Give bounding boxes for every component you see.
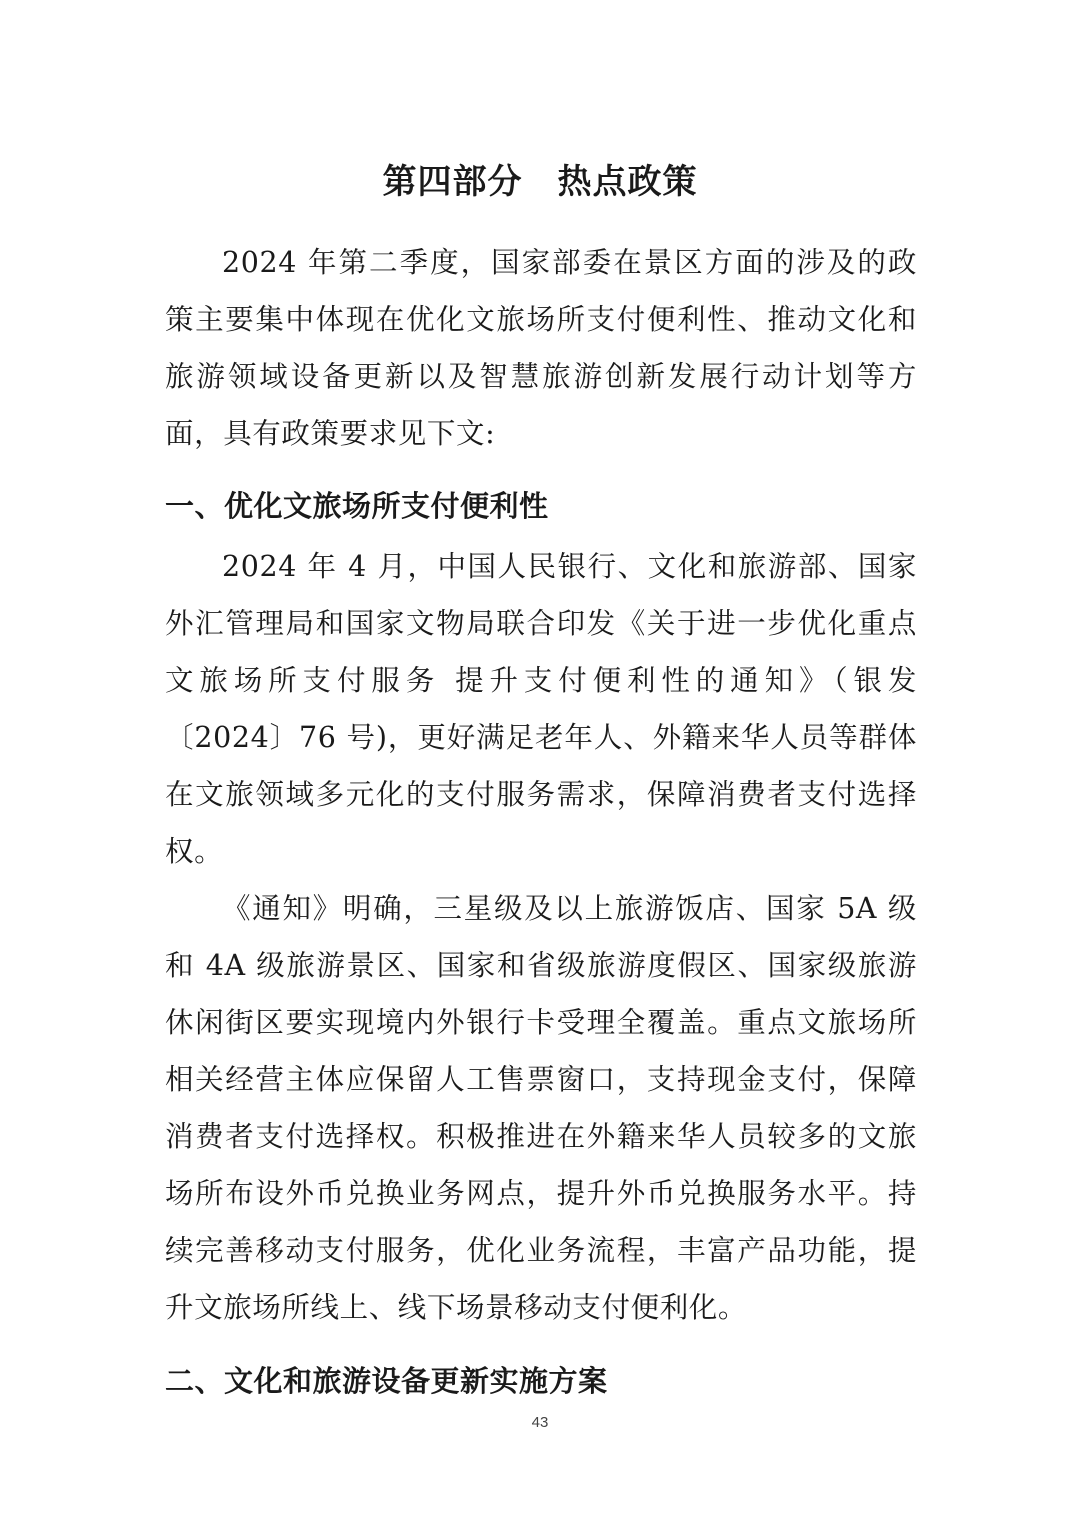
body-paragraph: 《通知》明确，三星级及以上旅游饭店、国家 5A 级和 4A 级旅游景区、国家和省级旅游度假区、国家级旅游休闲街区要实现境内外银行卡受理全覆盖。重点文旅场所相关经营主体应保留人工售票窗口，支持现金支付，保障消费者支付选择权。积极推进在外籍来华人员较多的文旅场所布设外币兑换业务网点，提升外币兑换服务水平。持续完善移动支付服务，优化业务流程，丰富产品功能，提升文旅场所线上、线下场景移动支付便利化。 bbox=[165, 892, 917, 1324]
page-title: 第四部分 热点政策 bbox=[382, 161, 698, 202]
section-heading: 二、文化和旅游设备更新实施方案 bbox=[165, 1364, 608, 1398]
intro-paragraph: 2024 年第二季度，国家部委在景区方面的涉及的政策主要集中体现在优化文旅场所支付便利性、推动文化和旅游领域设备更新以及智慧旅游创新发展行动计划等方面，具有政策要求见下文: bbox=[165, 246, 917, 450]
section-heading: 一、优化文旅场所支付便利性 bbox=[165, 489, 549, 523]
body-paragraph: 2024 年 4 月，中国人民银行、文化和旅游部、国家外汇管理局和国家文物局联合印发《关于进一步优化重点文旅场所支付服务 提升支付便利性的通知》（银发〔2024〕76 号)，更好满足老年人、外籍来华人员等群体在文旅领域多元化的支付服务需求，保障消费者支付选择权。 bbox=[165, 550, 917, 868]
document-body bbox=[165, 234, 917, 1410]
page-number: 43 bbox=[531, 1414, 549, 1431]
